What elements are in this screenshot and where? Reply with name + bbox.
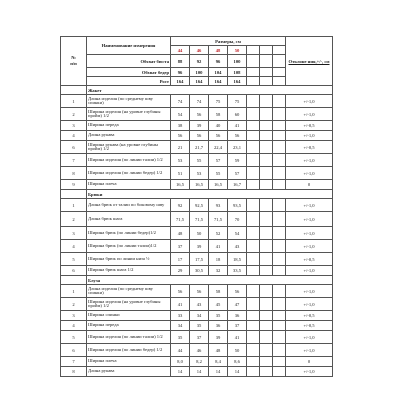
empty-cell	[260, 344, 273, 357]
measurement-value: 34	[190, 311, 209, 321]
section-title: Блуза	[87, 276, 333, 285]
measurement-value: 35	[190, 321, 209, 331]
tolerance-value: +/-0,5	[286, 141, 333, 154]
table-row	[61, 240, 333, 253]
empty-cell	[273, 141, 286, 154]
measurement-value: 8,0	[171, 357, 190, 367]
measurement-value: 18,5	[228, 253, 247, 266]
measurement-value: 16,5	[209, 180, 228, 190]
measurement-value: 30,5	[190, 266, 209, 276]
empty-cell	[260, 240, 273, 253]
measurement-name: Ширина переда	[87, 121, 171, 131]
tolerance-value: +/-1,0	[286, 95, 333, 108]
measurement-value: 71,5	[190, 212, 209, 227]
measurement-value: 48	[209, 344, 228, 357]
empty-cell	[260, 321, 273, 331]
tolerance-value: +/-0,5	[286, 121, 333, 131]
measurement-value: 93	[209, 199, 228, 212]
section-title: Жакет	[87, 86, 333, 95]
row-number: 3	[61, 227, 87, 240]
tolerance-value: +/-1,0	[286, 227, 333, 240]
tolerance-value: +/-1,0	[286, 199, 333, 212]
measurement-value: 14	[190, 367, 209, 377]
empty-cell	[260, 331, 273, 344]
measurement-value: 38	[171, 121, 190, 131]
row-number: 6	[61, 344, 87, 357]
table-row	[61, 285, 333, 298]
empty-cell	[247, 331, 260, 344]
measurement-value: 35	[171, 331, 190, 344]
measurement-value: 16,7	[228, 180, 247, 190]
measurement-value: 48	[171, 227, 190, 240]
measurement-value: 54	[171, 108, 190, 121]
empty-cell	[260, 167, 273, 180]
measurement-name: Ширина рукава (на уровне глубины пройм) 1/2	[87, 141, 171, 154]
empty-cell	[247, 285, 260, 298]
row-number: 8	[61, 167, 87, 180]
measurement-value: 58	[209, 108, 228, 121]
measurement-value: 36	[228, 311, 247, 321]
empty-cell	[273, 285, 286, 298]
measurement-value: 14	[209, 367, 228, 377]
tolerance-value: 0	[286, 357, 333, 367]
measurement-name: Длина брюк от талии по боковому шву	[87, 199, 171, 212]
section-header-row	[61, 86, 333, 95]
measurement-value: 8,6	[228, 357, 247, 367]
empty-cell	[273, 180, 286, 190]
size-44: 44	[171, 46, 190, 55]
measurement-value: 33	[171, 311, 190, 321]
measurement-value: 37	[228, 321, 247, 331]
empty-cell	[260, 357, 273, 367]
size-48: 48	[209, 46, 228, 55]
empty-cell	[260, 311, 273, 321]
measurement-name: Длина рукава	[87, 131, 171, 141]
measurement-value: 56	[171, 131, 190, 141]
measurement-value: 39	[190, 121, 209, 131]
empty-cell	[247, 121, 260, 131]
measurement-value: 41	[171, 298, 190, 311]
row-number: 4	[61, 131, 87, 141]
empty-cell	[260, 108, 273, 121]
empty-cell	[273, 253, 286, 266]
empty-cell	[260, 227, 273, 240]
measurement-value: 50	[190, 227, 209, 240]
table-row	[61, 331, 333, 344]
table-row	[61, 167, 333, 180]
measurement-value: 52	[209, 227, 228, 240]
tolerance-value: +/-1,0	[286, 344, 333, 357]
section-title: Брюки	[87, 190, 333, 199]
measurement-value: 39	[190, 240, 209, 253]
table-row	[61, 357, 333, 367]
empty-cell	[260, 180, 273, 190]
tolerance-value: +/-1,0	[286, 298, 333, 311]
empty-cell	[273, 357, 286, 367]
row-number: 4	[61, 240, 87, 253]
empty-cell	[260, 141, 273, 154]
table-row	[61, 298, 333, 311]
tolerance-value: +/-1,0	[286, 331, 333, 344]
measurement-value: 46	[190, 344, 209, 357]
measurement-value: 29	[171, 266, 190, 276]
measurement-value: 53	[190, 167, 209, 180]
measurement-value: 58	[209, 285, 228, 298]
empty-cell	[273, 212, 286, 227]
size-46: 46	[190, 46, 209, 55]
param-value: 164	[190, 77, 209, 86]
measurement-name: Ширина брюк (по линии бедер)1/2	[87, 227, 171, 240]
table-row	[61, 344, 333, 357]
tolerance-value: +/-1,0	[286, 240, 333, 253]
table-row	[61, 199, 333, 212]
param-label-height: Рост	[87, 77, 171, 86]
empty-cell	[260, 253, 273, 266]
measurement-value: 92,5	[190, 199, 209, 212]
empty-cell	[247, 180, 260, 190]
empty-cell	[260, 131, 273, 141]
row-number: 5	[61, 253, 87, 266]
param-value: 88	[171, 55, 190, 68]
measurement-value: 57	[209, 154, 228, 167]
empty-cell	[247, 298, 260, 311]
empty-cell	[260, 266, 273, 276]
measurement-value: 35	[209, 311, 228, 321]
measurement-value: 39	[209, 331, 228, 344]
param-label-hips: Обхват бедер	[87, 68, 171, 77]
empty-cell	[247, 253, 260, 266]
empty-cell	[273, 227, 286, 240]
param-value: 108	[228, 68, 247, 77]
measurement-value: 47	[228, 298, 247, 311]
tolerance-value: +/-1,0	[286, 266, 333, 276]
measurement-value: 22,4	[209, 141, 228, 154]
measurement-value: 16,5	[171, 180, 190, 190]
measurement-name: Ширина спинки	[87, 311, 171, 321]
empty-cell	[260, 298, 273, 311]
empty-cell	[273, 154, 286, 167]
table-row	[61, 131, 333, 141]
measurement-value: 71,5	[171, 212, 190, 227]
measurement-name: Длина рукава	[87, 367, 171, 377]
empty-cell	[273, 131, 286, 141]
row-number: 5	[61, 331, 87, 344]
empty-cell	[247, 212, 260, 227]
measurement-value: 18	[209, 253, 228, 266]
table-row	[61, 95, 333, 108]
measurement-value: 56	[190, 108, 209, 121]
measurement-value: 41	[209, 240, 228, 253]
measurement-value: 74	[190, 95, 209, 108]
row-number: 2	[61, 108, 87, 121]
table-row	[61, 121, 333, 131]
empty-cell	[247, 167, 260, 180]
empty-cell	[247, 227, 260, 240]
size-50: 50	[228, 46, 247, 55]
empty-cell	[247, 154, 260, 167]
measurement-name: Ширина брюк (по линии талии)1/2	[87, 240, 171, 253]
empty-cell	[260, 199, 273, 212]
measurement-value: 8,4	[209, 357, 228, 367]
table-row	[61, 266, 333, 276]
empty-cell	[273, 121, 286, 131]
row-number: 3	[61, 311, 87, 321]
param-label-bust: Обхват бюста	[87, 55, 171, 68]
empty-cell	[260, 212, 273, 227]
measurement-value: 92	[171, 199, 190, 212]
section-header-row	[61, 190, 333, 199]
table-row	[61, 154, 333, 167]
measurement-value: 56	[209, 131, 228, 141]
measurement-sheet	[60, 36, 332, 377]
empty-cell	[247, 95, 260, 108]
measurement-name: Длина брюк шага	[87, 212, 171, 227]
tolerance-value: +/-1,0	[286, 212, 333, 227]
measurement-value: 53	[171, 154, 190, 167]
table-row	[61, 311, 333, 321]
measurement-value: 43	[228, 240, 247, 253]
table-row	[61, 227, 333, 240]
empty-cell	[273, 108, 286, 121]
empty-cell	[260, 121, 273, 131]
empty-cell	[260, 95, 273, 108]
measurement-name: Ширина изделия (на уровне глубины пройм) 1/2	[87, 108, 171, 121]
tolerance-value: +/-1,0	[286, 131, 333, 141]
measurement-value: 23,1	[228, 141, 247, 154]
measurement-value: 50	[228, 344, 247, 357]
measurement-value: 17	[171, 253, 190, 266]
measurement-name: Ширина переда	[87, 321, 171, 331]
table-row	[61, 212, 333, 227]
tolerance-value: +/-0,5	[286, 311, 333, 321]
measurement-name: Ширина изделия (по линии талии) 1/2	[87, 154, 171, 167]
measurement-value: 93,5	[228, 199, 247, 212]
empty-cell	[273, 167, 286, 180]
empty-cell	[247, 311, 260, 321]
param-value: 96	[209, 55, 228, 68]
measurement-name: Ширина изделия (по линии талии) 1/2	[87, 331, 171, 344]
tolerance-value: +/-1,0	[286, 154, 333, 167]
size-chart-table	[60, 36, 333, 377]
measurement-name: Ширина изделия (на уровне глубины пройм) 1/2	[87, 298, 171, 311]
table-row	[61, 367, 333, 377]
measurement-value: 34	[171, 321, 190, 331]
measurement-value: 41	[228, 121, 247, 131]
empty-cell	[260, 285, 273, 298]
row-number: 7	[61, 154, 87, 167]
tolerance-value: 0	[286, 180, 333, 190]
empty-cell	[260, 367, 273, 377]
tolerance-value: +/-0,5	[286, 321, 333, 331]
measurement-value: 14	[228, 367, 247, 377]
measurement-value: 44	[171, 344, 190, 357]
measurement-value: 8,2	[190, 357, 209, 367]
measurement-value: 55	[190, 154, 209, 167]
empty-cell	[273, 298, 286, 311]
empty-cell	[273, 321, 286, 331]
measurement-value: 21	[171, 141, 190, 154]
row-number: 2	[61, 212, 87, 227]
empty-cell	[247, 344, 260, 357]
measurement-value: 56	[171, 285, 190, 298]
measurement-value: 14	[171, 367, 190, 377]
measurement-name: Ширина плеча	[87, 180, 171, 190]
measurement-value: 33,5	[228, 266, 247, 276]
empty-cell	[247, 367, 260, 377]
measurement-value: 41	[228, 331, 247, 344]
measurement-value: 51	[171, 167, 190, 180]
param-value: 96	[171, 68, 190, 77]
tolerance-value: +/-1,0	[286, 108, 333, 121]
measurement-value: 75	[228, 95, 247, 108]
row-number: 1	[61, 285, 87, 298]
row-number: 8	[61, 367, 87, 377]
measurement-value: 37	[171, 240, 190, 253]
measurement-value: 56	[228, 285, 247, 298]
empty-cell	[247, 131, 260, 141]
measurement-value: 17,5	[190, 253, 209, 266]
empty-cell	[247, 266, 260, 276]
param-value: 104	[209, 68, 228, 77]
measurement-name: Ширина изделия (по линии бедер) 1/2	[87, 167, 171, 180]
row-number-header: № п/п	[61, 37, 87, 86]
measurement-value: 75	[209, 95, 228, 108]
param-value: 164	[209, 77, 228, 86]
measurement-value: 55	[209, 167, 228, 180]
measurement-value: 43	[190, 298, 209, 311]
param-value: 100	[190, 68, 209, 77]
measurement-value: 21,7	[190, 141, 209, 154]
row-number: 1	[61, 199, 87, 212]
measurement-name: Ширина брюк по линии низа ½	[87, 253, 171, 266]
empty-cell	[273, 367, 286, 377]
param-value: 100	[228, 55, 247, 68]
empty-cell	[273, 311, 286, 321]
measurement-value: 71,5	[209, 212, 228, 227]
table-row	[61, 321, 333, 331]
measurement-name: Ширина брюк шага 1/2	[87, 266, 171, 276]
empty-cell	[247, 199, 260, 212]
empty-cell	[273, 95, 286, 108]
measurement-value: 36	[209, 321, 228, 331]
measurement-name: Длина изделия (по среднему шву спинки)	[87, 95, 171, 108]
measurement-value: 60	[228, 108, 247, 121]
measurement-value: 40	[209, 121, 228, 131]
param-value: 92	[190, 55, 209, 68]
empty-cell	[273, 240, 286, 253]
tolerance-header: Отклоне ния,+/-, см	[286, 37, 333, 86]
sizes-header: Размеры, см	[171, 37, 286, 46]
tolerance-value: +/-1,0	[286, 167, 333, 180]
measurement-value: 74	[171, 95, 190, 108]
measurement-value: 16,5	[190, 180, 209, 190]
measurement-value: 45	[209, 298, 228, 311]
row-number: 9	[61, 180, 87, 190]
measurement-value: 56	[190, 285, 209, 298]
empty-cell	[260, 154, 273, 167]
row-number: 2	[61, 298, 87, 311]
measurement-name: Ширина плеча	[87, 357, 171, 367]
row-number: 6	[61, 266, 87, 276]
table-row	[61, 108, 333, 121]
measurement-value: 54	[228, 227, 247, 240]
measurement-name: Длина изделия (по среднему шву спинки)	[87, 285, 171, 298]
row-number: 6	[61, 141, 87, 154]
row-number: 7	[61, 357, 87, 367]
table-row	[61, 253, 333, 266]
measurement-value: 56	[228, 131, 247, 141]
empty-cell	[247, 141, 260, 154]
empty-cell	[247, 357, 260, 367]
tolerance-value: +/-1,0	[286, 367, 333, 377]
measurement-value: 37	[190, 331, 209, 344]
row-number: 3	[61, 121, 87, 131]
param-value: 164	[228, 77, 247, 86]
measurement-value: 59	[228, 154, 247, 167]
section-header-row	[61, 276, 333, 285]
table-row	[61, 180, 333, 190]
param-value: 164	[171, 77, 190, 86]
table-row	[61, 141, 333, 154]
row-number: 1	[61, 95, 87, 108]
empty-cell	[247, 321, 260, 331]
empty-cell	[273, 331, 286, 344]
row-number: 4	[61, 321, 87, 331]
measurement-value: 32	[209, 266, 228, 276]
measurement-name: Ширина изделия (по линии бедер) 1/2	[87, 344, 171, 357]
empty-cell	[273, 266, 286, 276]
empty-cell	[273, 199, 286, 212]
measurement-name-header: Наименование измерения	[87, 37, 171, 55]
tolerance-value: +/-1,0	[286, 285, 333, 298]
empty-cell	[247, 240, 260, 253]
tolerance-value: +/-0,5	[286, 253, 333, 266]
measurement-value: 57	[228, 167, 247, 180]
empty-cell	[273, 344, 286, 357]
measurement-value: 70	[228, 212, 247, 227]
measurement-value: 56	[190, 131, 209, 141]
empty-cell	[247, 108, 260, 121]
